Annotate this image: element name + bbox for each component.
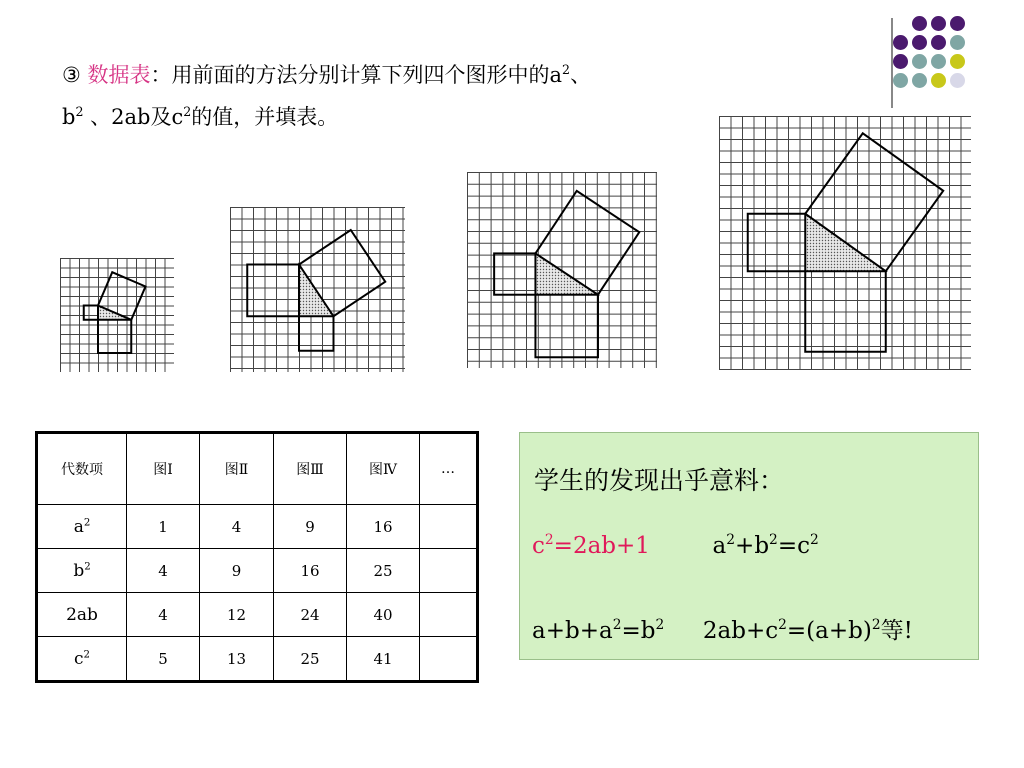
decorative-dot (912, 54, 927, 69)
table-cell: 9 (274, 505, 347, 549)
eq1-part: =2ab+1 (553, 533, 650, 559)
row-label-sup: 2 (83, 516, 91, 528)
table-cell: 41 (347, 637, 420, 682)
circle-three-marker: ③ (62, 63, 81, 87)
decorative-dot (912, 35, 927, 50)
eq1-part: c (532, 533, 545, 559)
table-cell: 25 (347, 549, 420, 593)
row-label (37, 505, 127, 549)
figure-2-grid (230, 207, 405, 372)
table-cell: 9 (200, 549, 274, 593)
findings-heading: 学生的发现出乎意料： (534, 466, 785, 495)
title-line2-mid: 、2ab及c (83, 105, 184, 129)
table-header-cell: 图Ⅰ (127, 433, 200, 505)
data-table (35, 431, 479, 683)
decorative-dot (912, 73, 927, 88)
table-cell: 13 (200, 637, 274, 682)
table-cell: 4 (127, 549, 200, 593)
eq4-part: 等! (880, 618, 913, 644)
row-label (37, 549, 127, 593)
decorative-dot (893, 35, 908, 50)
decorative-dot (931, 54, 946, 69)
table-cell: 12 (200, 593, 274, 637)
table-cell: 25 (274, 637, 347, 682)
eq4-sup: 2 (778, 617, 787, 634)
table-cell (420, 593, 478, 637)
title-text (62, 54, 822, 138)
table-header-cell: 图Ⅳ (347, 433, 420, 505)
table-cell: 4 (200, 505, 274, 549)
decorative-dot (931, 73, 946, 88)
eq4-sup: 2 (871, 617, 881, 634)
table-cell: 16 (274, 549, 347, 593)
table-cell: 4 (127, 593, 200, 637)
eq4-part: 2ab+c (702, 618, 779, 644)
title-line2-tail: 的值，并填表。 (191, 105, 339, 129)
eq2-sup: 2 (769, 532, 778, 549)
equation-highlight (532, 533, 650, 559)
table-cell: 24 (274, 593, 347, 637)
decorative-dot (931, 35, 946, 50)
row-label-sup: 2 (83, 648, 90, 660)
title-line2-b-sup: 2 (75, 103, 84, 119)
figure-1-grid (60, 258, 174, 372)
table-row (37, 637, 478, 682)
square-a (84, 306, 98, 320)
eq3-sup: 2 (655, 617, 665, 634)
table-row (37, 593, 478, 637)
table-cell (420, 505, 478, 549)
table-cell: 5 (127, 637, 200, 682)
row-label-text: b (73, 560, 85, 581)
table-header-cell: … (420, 433, 478, 505)
eq1-sup: 2 (544, 532, 554, 549)
eq2-part: +b (735, 533, 770, 559)
square-a (247, 265, 299, 317)
title-colon: ： (150, 63, 172, 87)
table-cell (420, 637, 478, 682)
table-row (37, 549, 478, 593)
figure-4-grid (719, 116, 971, 370)
title-line1-tail: 、 (570, 63, 592, 87)
row-label-text: a (73, 516, 84, 537)
table-cell: 1 (127, 505, 200, 549)
decorative-dot (931, 16, 946, 31)
row-label-sup: 2 (84, 560, 91, 572)
findings-line-2 (532, 612, 913, 645)
title-line-2 (62, 96, 822, 138)
table-cell: 40 (347, 593, 420, 637)
eq3-part: =b (621, 618, 656, 644)
table-cell (420, 549, 478, 593)
figure-3-grid (467, 172, 657, 368)
table-row (37, 505, 478, 549)
title-line1-sup: 2 (562, 61, 571, 77)
findings-panel (519, 432, 979, 660)
decorative-dot (950, 73, 965, 88)
decorative-dot (950, 35, 965, 50)
row-label-text: c (73, 648, 84, 669)
row-label (37, 593, 127, 637)
row-label (37, 637, 127, 682)
decorative-dot (950, 54, 965, 69)
decorative-dot (893, 73, 908, 88)
title-line1-text: 用前面的方法分别计算下列四个图形中的a (171, 63, 563, 87)
table-header-cell: 图Ⅲ (274, 433, 347, 505)
title-keyword: 数据表 (87, 63, 151, 87)
eq2-sup: 2 (809, 532, 819, 549)
table-header-cell: 代数项 (37, 433, 127, 505)
table-header-row (37, 433, 478, 505)
title-line2-b: b (62, 105, 76, 129)
title-line-1 (62, 54, 822, 96)
table-cell: 16 (347, 505, 420, 549)
eq2-part: =c (777, 533, 810, 559)
eq2-part: a (712, 533, 727, 559)
decorative-dot (893, 54, 908, 69)
findings-line-1 (532, 533, 819, 559)
eq2-sup: 2 (726, 532, 736, 549)
decorative-dot (950, 16, 965, 31)
eq4-part: =(a+b) (786, 618, 872, 644)
row-label-text: 2ab (66, 604, 98, 625)
eq3-sup: 2 (612, 617, 622, 634)
eq3-part: a+b+a (532, 618, 613, 644)
decorative-dot (912, 16, 927, 31)
table-header-cell: 图Ⅱ (200, 433, 274, 505)
title-line2-c-sup: 2 (183, 103, 192, 119)
